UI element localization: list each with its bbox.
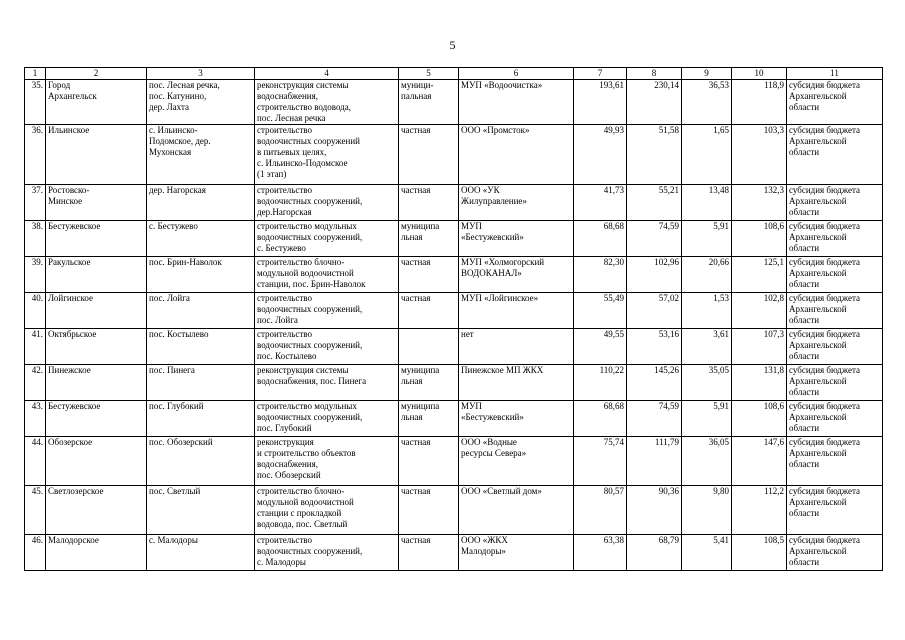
municipality-cell: Малодорское [46,535,147,571]
funding-source-cell: субсидия бюджета Архангельской области [787,401,883,437]
page-number: 5 [449,38,456,52]
value-col7-cell: 49,55 [574,329,627,365]
value-col9-cell: 9,80 [682,486,732,535]
funding-source-cell: субсидия бюджета Архангельской области [787,221,883,257]
value-col10-cell: 147,6 [732,437,787,486]
value-col8-cell: 53,16 [627,329,682,365]
row-number-cell: 35. [25,80,46,125]
value-col10-cell: 131,8 [732,365,787,401]
table-row [25,365,883,401]
row-number-cell: 45. [25,486,46,535]
value-col9-cell: 1,65 [682,125,732,185]
operator-cell: МУП «Бестужевский» [459,221,574,257]
value-col9-cell: 20,66 [682,257,732,293]
operator-cell: ООО «ЖКХ Малодоры» [459,535,574,571]
value-col8-cell: 74,59 [627,401,682,437]
row-number-cell: 43. [25,401,46,437]
operator-cell: ООО «Промсток» [459,125,574,185]
value-col8-cell: 90,36 [627,486,682,535]
activity-cell: строительство модульных водоочистных сооружений, пос. Глубокий [255,401,399,437]
row-number-cell: 36. [25,125,46,185]
header-cell: 5 [399,68,459,80]
row-number-cell: 42. [25,365,46,401]
row-number-cell: 41. [25,329,46,365]
activity-cell: строительство водоочистных сооружений, с. Малодоры [255,535,399,571]
funding-source-cell: субсидия бюджета Архангельской области [787,329,883,365]
row-number-cell: 39. [25,257,46,293]
operator-cell: ООО «УК Жилуправление» [459,185,574,221]
header-cell: 3 [147,68,255,80]
table-row [25,257,883,293]
value-col7-cell: 75,74 [574,437,627,486]
value-col10-cell: 103,3 [732,125,787,185]
operator-cell: МУП «Водоочистка» [459,80,574,125]
value-col10-cell: 125,1 [732,257,787,293]
value-col7-cell: 55,49 [574,293,627,329]
activity-cell: строительство водоочистных сооружений, дер.Нагорская [255,185,399,221]
activity-cell: строительство блочно- модульной водоочистной станции с прокладкой водовода, пос. Светлый [255,486,399,535]
value-col8-cell: 51,58 [627,125,682,185]
value-col10-cell: 112,2 [732,486,787,535]
settlement-cell: дер. Нагорская [147,185,255,221]
activity-cell: реконструкция и строительство объектов водоснабжения, пос. Обозерский [255,437,399,486]
row-number-cell: 38. [25,221,46,257]
settlement-cell: с. Малодоры [147,535,255,571]
settlement-cell: пос. Глубокий [147,401,255,437]
value-col7-cell: 82,30 [574,257,627,293]
header-cell: 10 [732,68,787,80]
operator-cell: ООО «Светлый дом» [459,486,574,535]
table-row [25,329,883,365]
value-col7-cell: 68,68 [574,221,627,257]
table-row [25,293,883,329]
value-col10-cell: 108,6 [732,221,787,257]
value-col8-cell: 55,21 [627,185,682,221]
ownership-cell: частная [399,185,459,221]
funding-source-cell: субсидия бюджета Архангельской области [787,365,883,401]
header-cell: 9 [682,68,732,80]
activity-cell: реконструкция системы водоснабжения, пос. Пинега [255,365,399,401]
ownership-cell: муниципа льная [399,401,459,437]
operator-cell: МУП «Лойгинское» [459,293,574,329]
value-col10-cell: 108,6 [732,401,787,437]
municipality-cell: Бестужевское [46,221,147,257]
table-row [25,535,883,571]
settlement-cell: пос. Пинега [147,365,255,401]
value-col9-cell: 5,41 [682,535,732,571]
program-table [24,67,883,571]
value-col7-cell: 49,93 [574,125,627,185]
header-cell: 8 [627,68,682,80]
value-col10-cell: 102,8 [732,293,787,329]
ownership-cell [399,329,459,365]
settlement-cell: пос. Брин-Наволок [147,257,255,293]
table-row [25,80,883,125]
ownership-cell: муниципа льная [399,365,459,401]
funding-source-cell: субсидия бюджета Архангельской области [787,535,883,571]
table-row [25,486,883,535]
settlement-cell: пос. Костылево [147,329,255,365]
activity-cell: строительство модульных водоочистных сооружений, с. Бестужево [255,221,399,257]
header-cell: 2 [46,68,147,80]
value-col8-cell: 57,02 [627,293,682,329]
ownership-cell: частная [399,257,459,293]
settlement-cell: пос. Лесная речка, пос. Катунино, дер. Лахта [147,80,255,125]
municipality-cell: Город Архангельск [46,80,147,125]
value-col8-cell: 145,26 [627,365,682,401]
table-row [25,125,883,185]
table-header-row [25,68,883,80]
value-col8-cell: 74,59 [627,221,682,257]
activity-cell: строительство водоочистных сооружений, пос. Лойга [255,293,399,329]
funding-source-cell: субсидия бюджета Архангельской области [787,486,883,535]
settlement-cell: пос. Светлый [147,486,255,535]
header-cell: 7 [574,68,627,80]
value-col7-cell: 63,38 [574,535,627,571]
municipality-cell: Октябрьское [46,329,147,365]
municipality-cell: Бестужевское [46,401,147,437]
activity-cell: строительство блочно- модульной водоочистной станции, пос. Брин-Наволок [255,257,399,293]
row-number-cell: 37. [25,185,46,221]
table-row [25,401,883,437]
value-col7-cell: 110,22 [574,365,627,401]
ownership-cell: муниципа льная [399,221,459,257]
municipality-cell: Ракульское [46,257,147,293]
ownership-cell: частная [399,125,459,185]
header-cell: 4 [255,68,399,80]
municipality-cell: Лойгинское [46,293,147,329]
value-col9-cell: 1,53 [682,293,732,329]
funding-source-cell: субсидия бюджета Архангельской области [787,437,883,486]
value-col9-cell: 13,48 [682,185,732,221]
row-number-cell: 40. [25,293,46,329]
municipality-cell: Ильинское [46,125,147,185]
table-row [25,185,883,221]
row-number-cell: 44. [25,437,46,486]
value-col7-cell: 80,57 [574,486,627,535]
table-row [25,221,883,257]
funding-source-cell: субсидия бюджета Архангельской области [787,293,883,329]
funding-source-cell: субсидия бюджета Архангельской области [787,257,883,293]
value-col8-cell: 68,79 [627,535,682,571]
municipality-cell: Светлозерское [46,486,147,535]
value-col9-cell: 5,91 [682,401,732,437]
value-col8-cell: 111,79 [627,437,682,486]
settlement-cell: с. Бестужево [147,221,255,257]
table-row [25,437,883,486]
ownership-cell: частная [399,437,459,486]
funding-source-cell: субсидия бюджета Архангельской области [787,125,883,185]
operator-cell: Пинежское МП ЖКХ [459,365,574,401]
value-col9-cell: 5,91 [682,221,732,257]
value-col7-cell: 68,68 [574,401,627,437]
value-col10-cell: 132,3 [732,185,787,221]
value-col10-cell: 108,5 [732,535,787,571]
activity-cell: реконструкция системы водоснабжения, строительство водовода, пос. Лесная речка [255,80,399,125]
value-col7-cell: 41,73 [574,185,627,221]
municipality-cell: Пинежское [46,365,147,401]
ownership-cell: частная [399,293,459,329]
value-col10-cell: 118,9 [732,80,787,125]
activity-cell: строительство водоочистных сооружений, пос. Костылево [255,329,399,365]
value-col9-cell: 35,05 [682,365,732,401]
operator-cell: нет [459,329,574,365]
activity-cell: строительство водоочистных сооружений в питьевых целях, с. Ильинско-Подомское (1 этап) [255,125,399,185]
operator-cell: МУП «Холмогорский ВОДОКАНАЛ» [459,257,574,293]
header-cell: 1 [25,68,46,80]
ownership-cell: муници- пальная [399,80,459,125]
value-col10-cell: 107,3 [732,329,787,365]
value-col8-cell: 230,14 [627,80,682,125]
value-col9-cell: 36,05 [682,437,732,486]
municipality-cell: Ростовско- Минское [46,185,147,221]
row-number-cell: 46. [25,535,46,571]
settlement-cell: пос. Лойга [147,293,255,329]
value-col9-cell: 36,53 [682,80,732,125]
operator-cell: ООО «Водные ресурсы Севера» [459,437,574,486]
value-col8-cell: 102,96 [627,257,682,293]
ownership-cell: частная [399,535,459,571]
ownership-cell: частная [399,486,459,535]
municipality-cell: Обозерское [46,437,147,486]
value-col9-cell: 3,61 [682,329,732,365]
value-col7-cell: 193,61 [574,80,627,125]
operator-cell: МУП «Бестужевский» [459,401,574,437]
settlement-cell: с. Ильинско- Подомское, дер. Мухонская [147,125,255,185]
settlement-cell: пос. Обозерский [147,437,255,486]
header-cell: 6 [459,68,574,80]
funding-source-cell: субсидия бюджета Архангельской области [787,80,883,125]
funding-source-cell: субсидия бюджета Архангельской области [787,185,883,221]
header-cell: 11 [787,68,883,80]
